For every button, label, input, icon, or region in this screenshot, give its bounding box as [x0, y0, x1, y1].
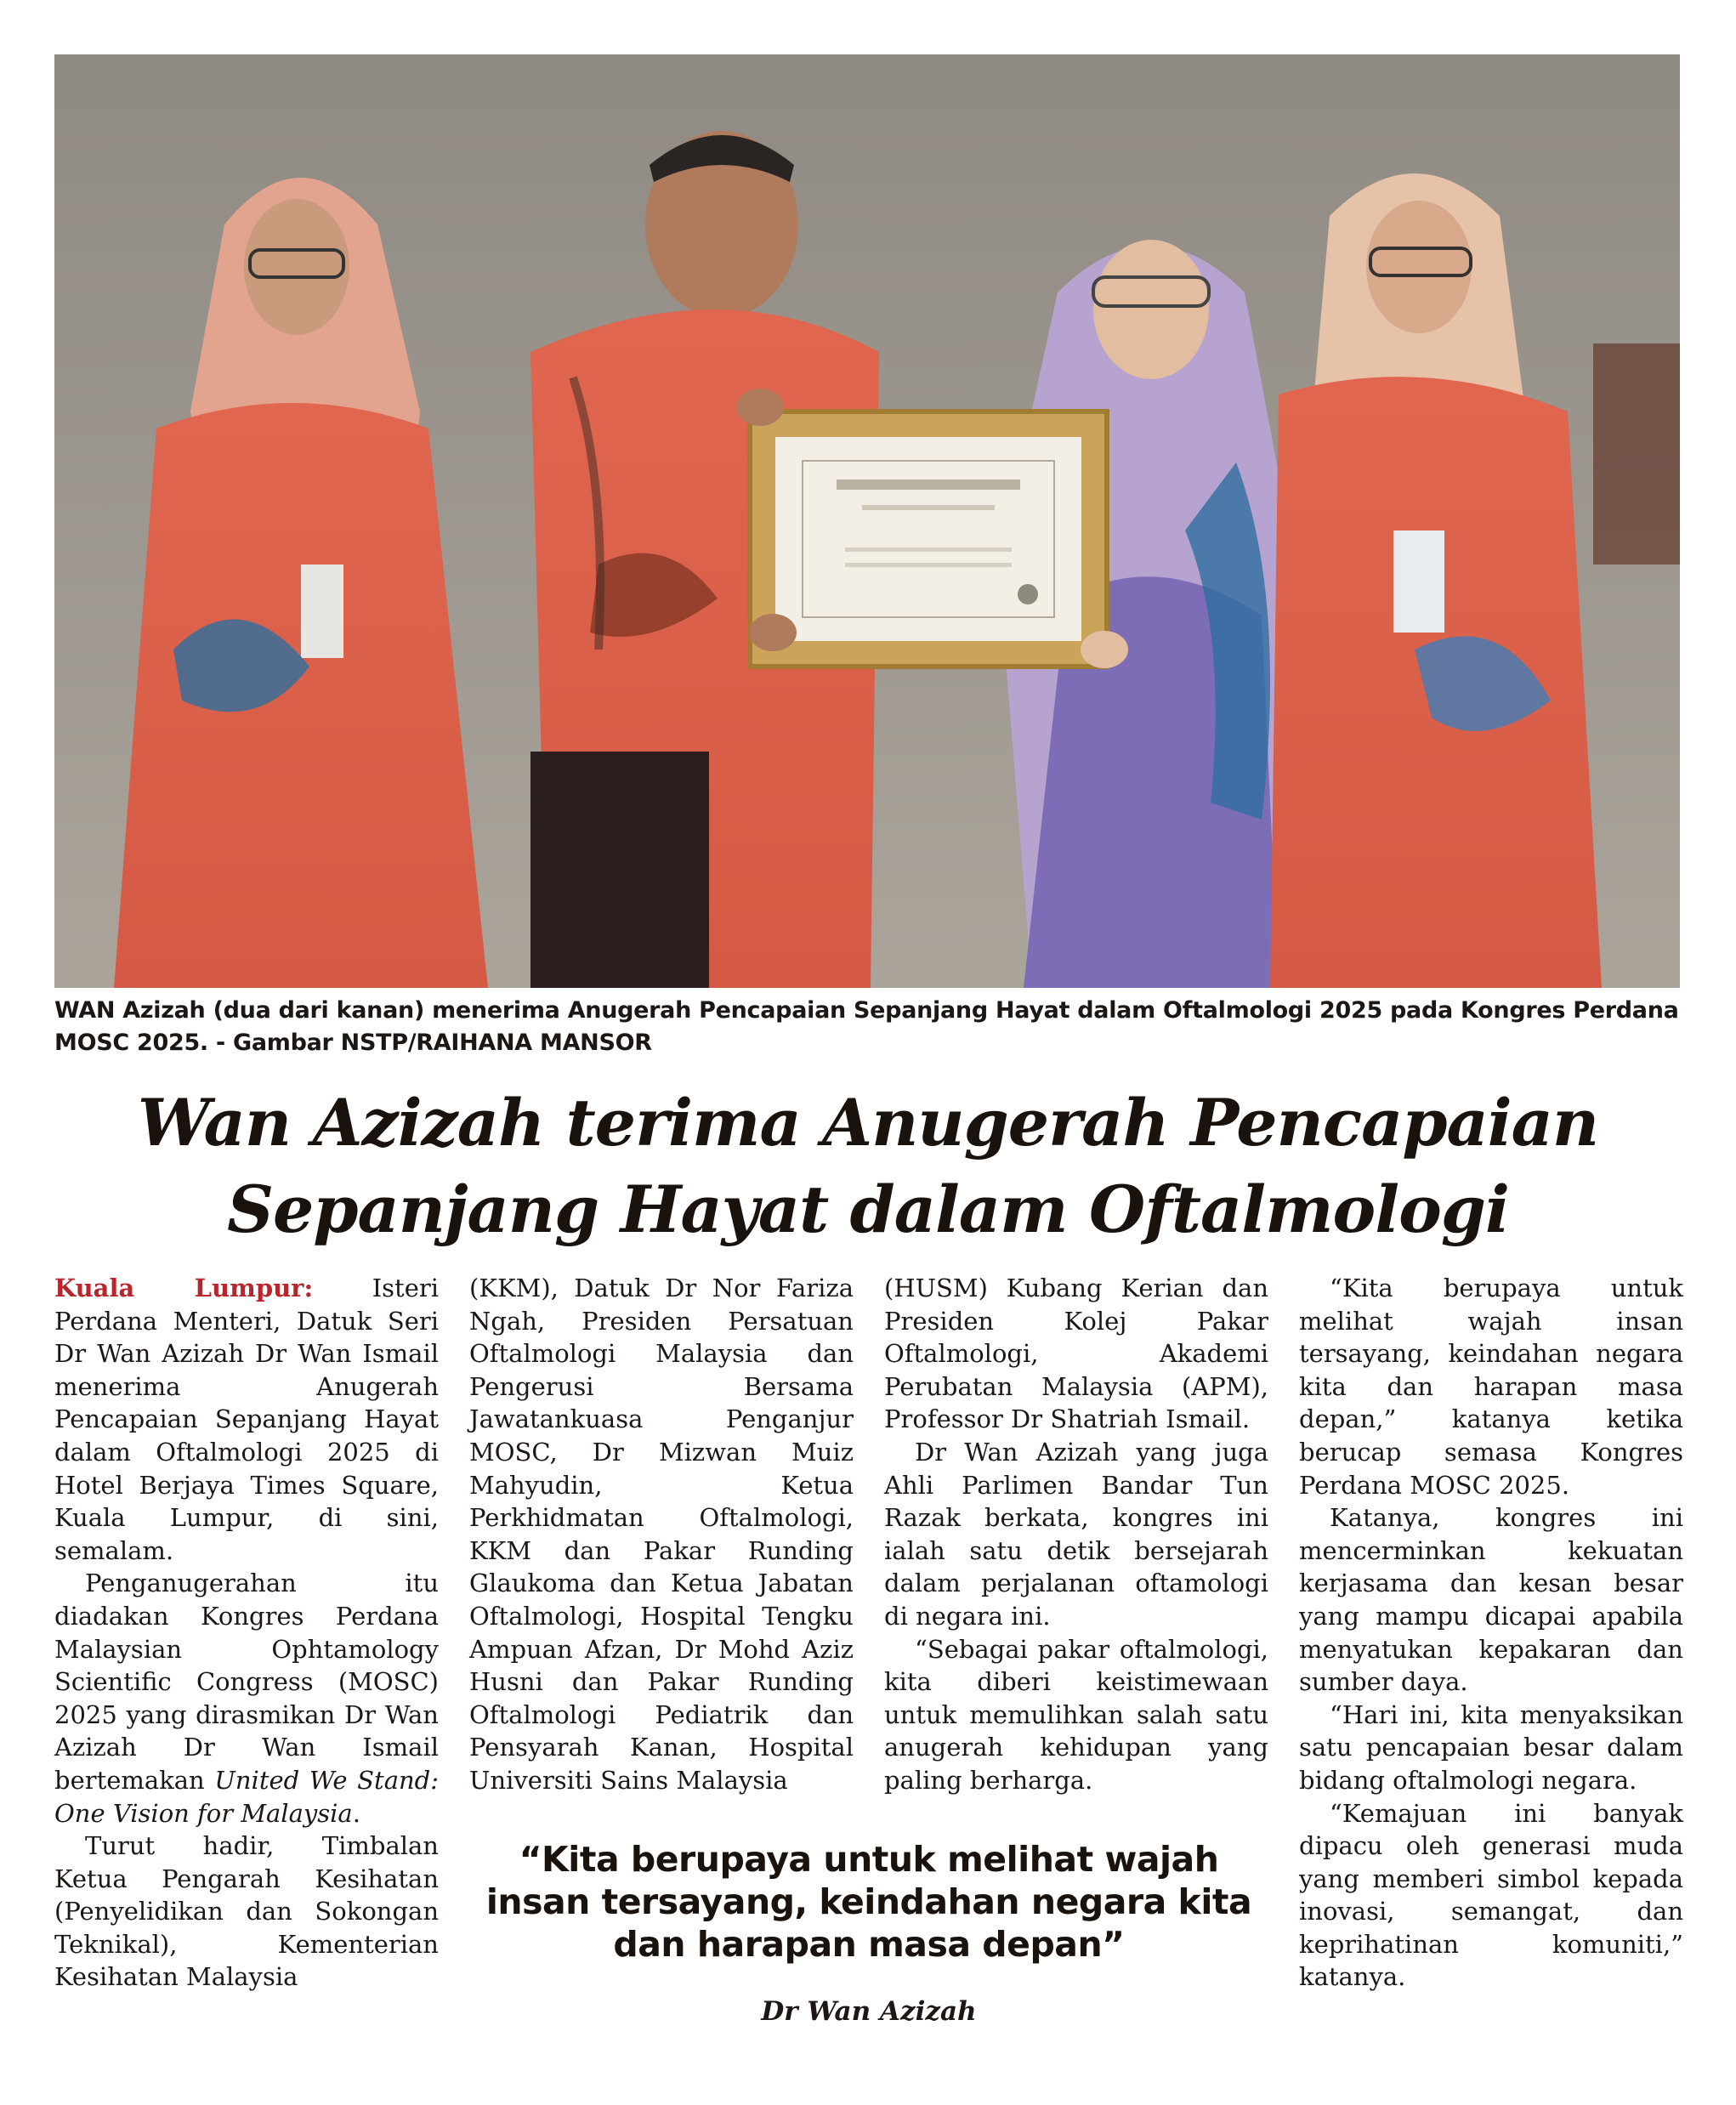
paragraph: Dr Wan Azizah yang juga Ahli Parlimen Bandar Tun Razak berkata, kongres ini ialah satu detik bersejarah dalam perjalanan oftamologi di negara ini.: [884, 1437, 1268, 1631]
dateline: Kuala Lumpur:: [54, 1274, 314, 1302]
news-photo: [54, 54, 1680, 988]
article-column-3: [884, 1272, 1268, 1797]
photo-illustration: [54, 54, 1680, 988]
congress-theme: United We Stand: One Vision for Malaysia: [54, 1765, 439, 1828]
certificate-frame: [750, 411, 1107, 667]
punctuation: .: [352, 1798, 360, 1828]
article-column-2: [469, 1272, 854, 1797]
paragraph-text: Penganugerahan itu diadakan Kongres Perdana Malaysian Ophtamology Scientific Congress (MOSC) 2025 yang dirasmikan Dr Wan Azizah Dr Wan Ismail bertemakan: [54, 1569, 439, 1795]
headline: Wan Azizah terima Anugerah Pencapaian Sepanjang Hayat dalam Oftalmologi: [137, 1085, 1599, 1247]
paragraph: [54, 1272, 439, 1567]
paragraph: Turut hadir, Timbalan Ketua Pengarah Kesihatan (Penyelidikan dan Sokongan Teknikal), Kementerian Kesihatan Malaysia: [54, 1831, 439, 1992]
pull-quote-attribution: Dr Wan Azizah: [761, 1996, 977, 2027]
paragraph: “Kita berupaya untuk melihat wajah insan tersayang, keindahan negara kita dan harapan masa depan,” katanya ketika berucap semasa Kongres Perdana MOSC 2025.: [1299, 1274, 1683, 1500]
pull-quote: “Kita berupaya untuk melihat wajah insan tersayang, keindahan negara kita dan harapan masa depan”: [485, 1839, 1252, 1965]
photo-caption: WAN Azizah (dua dari kanan) menerima Anugerah Pencapaian Sepanjang Hayat dalam Oftalmologi 2025 pada Kongres Perdana MOSC 2025. - Gambar NSTP/RAIHANA MANSOR: [54, 997, 1679, 1056]
paragraph: “Hari ini, kita menyaksikan satu pencapaian besar dalam bidang oftalmologi negara.: [1299, 1699, 1683, 1795]
paragraph: (HUSM) Kubang Kerian dan Presiden Kolej Pakar Oftalmologi, Akademi Perubatan Malaysia (APM), Professor Dr Shatriah Ismail.: [884, 1274, 1268, 1434]
paragraph: “Sebagai pakar oftalmologi, kita diberi keistimewaan untuk memulihkan salah satu anugerah kehidupan yang paling berharga.: [884, 1634, 1268, 1795]
article-column-1: [54, 1272, 439, 1994]
article-column-4: [1299, 1272, 1683, 1994]
paragraph: [54, 1567, 439, 1830]
paragraph: “Kemajuan ini banyak dipacu oleh generasi muda yang memberi simbol kepada inovasi, semangat, dan keprihatinan komuniti,” katanya.: [1299, 1798, 1683, 1992]
paragraph: Katanya, kongres ini mencerminkan kekuatan kerjasama dan kesan besar yang mampu dicapai apabila menyatukan kepakaran dan sumber daya.: [1299, 1503, 1683, 1697]
lead-text: Isteri Perdana Menteri, Datuk Seri Dr Wan Azizah Dr Wan Ismail menerima Anugerah Pencapaian Sepanjang Hayat dalam Oftalmologi 2025 di Hotel Berjaya Times Square, Kuala Lumpur, di sini, semalam.: [54, 1274, 439, 1565]
paragraph: (KKM), Datuk Dr Nor Fariza Ngah, Presiden Persatuan Oftalmologi Malaysia dan Pengerusi Bersama Jawatankuasa Penganjur MOSC, Dr Mizwan Muiz Mahyudin, Ketua Perkhidmatan Oftalmologi, KKM dan Pakar Runding Glaukoma dan Ketua Jabatan Oftalmologi, Hospital Tengku Ampuan Afzan, Dr Mohd Aziz Husni dan Pakar Runding Oftalmologi Pediatrik dan Pensyarah Kanan, Hospital Universiti Sains Malaysia: [469, 1274, 854, 1795]
